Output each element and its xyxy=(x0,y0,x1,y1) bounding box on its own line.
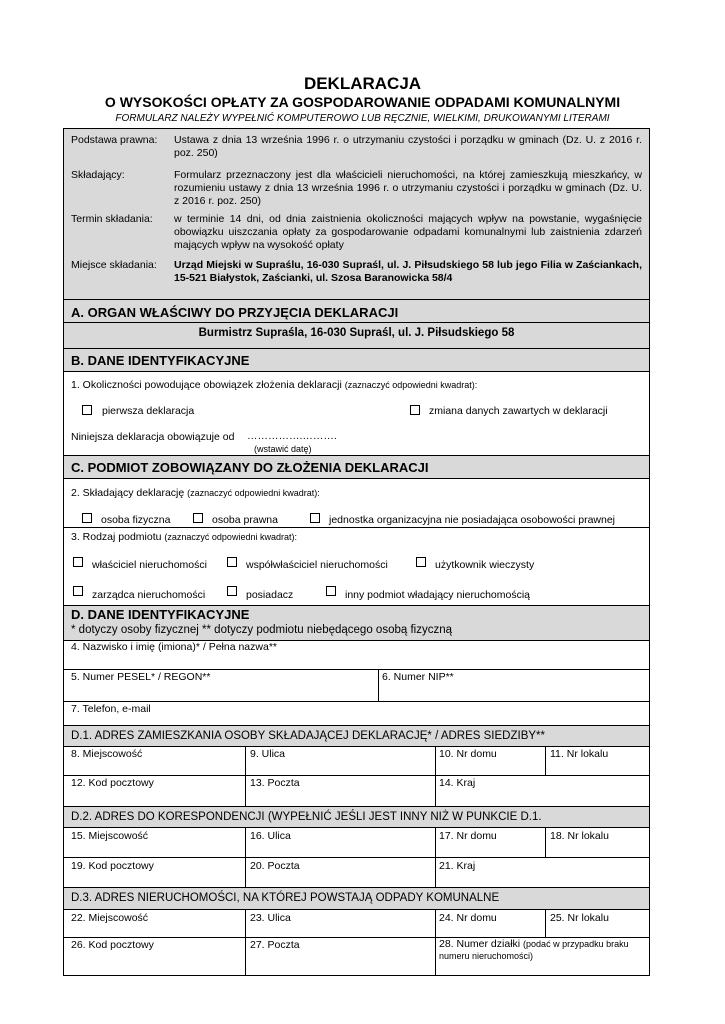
field-26-label: 26. Kod pocztowy xyxy=(71,939,154,951)
field-17-label: 17. Nr domu xyxy=(439,830,497,842)
q2-label: 2. Składający deklarację (zaznaczyć odpowiedni kwadrat): xyxy=(71,487,320,499)
document-title: DEKLARACJA xyxy=(303,74,422,93)
natural-person-label: osoba fizyczna xyxy=(101,514,171,526)
holder-label: posiadacz xyxy=(246,589,294,601)
d1-title: D.1. ADRES ZAMIESZKANIA OSOBY SKŁADAJĄCEJ DEKLARACJĘ* / ADRES SIEDZIBY** xyxy=(71,730,545,742)
termin-label: Termin składania: xyxy=(71,213,153,225)
field-10-label: 10. Nr domu xyxy=(439,748,497,760)
field-7-label: 7. Telefon, e-mail xyxy=(71,703,151,715)
other-entity-label: inny podmiot władający nieruchomością xyxy=(345,589,531,601)
legal-person-label: osoba prawna xyxy=(212,514,278,526)
podstawa-label: Podstawa prawna: xyxy=(71,134,158,146)
manager-label: zarządca nieruchomości xyxy=(92,589,206,601)
section-d-note: * dotyczy osoby fizycznej ** dotyczy podmiotu niebędącego osobą fizyczną xyxy=(71,624,452,636)
field-22-label: 22. Miejscowość xyxy=(71,912,149,924)
natural-person-checkbox[interactable] xyxy=(82,513,92,523)
field-19-label: 19. Kod pocztowy xyxy=(71,860,154,872)
fill-instruction: FORMULARZ NALEŻY WYPEŁNIĆ KOMPUTEROWO LUB RĘCZNIE, WIELKIMI, DRUKOWANYMI LITERAMI xyxy=(115,113,610,124)
perpetual-user-label: użytkownik wieczysty xyxy=(435,559,535,571)
org-unit-checkbox[interactable] xyxy=(310,513,320,523)
manager-checkbox[interactable] xyxy=(73,586,83,596)
field-24-label: 24. Nr domu xyxy=(439,912,497,924)
field-27-label: 27. Poczta xyxy=(250,939,300,951)
document-subtitle: O WYSOKOŚCI OPŁATY ZA GOSPODAROWANIE ODPADAMI KOMUNALNYMI xyxy=(104,94,621,110)
field-21-label: 21. Kraj xyxy=(439,860,476,872)
co-owner-label: współwłaściciel nieruchomości xyxy=(246,559,388,571)
field-5-label: 5. Numer PESEL* / REGON** xyxy=(71,671,211,683)
field-20-label: 20. Poczta xyxy=(250,860,300,872)
field-25-label: 25. Nr lokalu xyxy=(550,912,609,924)
skladajacy-text: Formularz przeznaczony jest dla właścicieli nieruchomości, na której zamieszkują mieszkańcy, w rozumieniu ustawy z dnia 13 września 1996 r. o utrzymaniu czystości i porządku w gminach (Dz. U. z 2016 r. poz. 250) xyxy=(174,169,642,207)
section-d-title: D. DANE IDENTYFIKACYJNE xyxy=(71,607,250,622)
change-data-label: zmiana danych zawartych w deklaracji xyxy=(429,405,608,417)
owner-label: właściciel nieruchomości xyxy=(92,559,207,571)
field-14-label: 14. Kraj xyxy=(439,777,476,789)
owner-checkbox[interactable] xyxy=(73,557,83,567)
org-unit-label: jednostka organizacyjna nie posiadająca osobowości prawnej xyxy=(329,514,616,526)
field-9-label: 9. Ulica xyxy=(250,748,286,760)
valid-from-date-field[interactable]: …………….………. xyxy=(247,430,337,442)
declaration-form xyxy=(63,128,650,976)
co-owner-checkbox[interactable] xyxy=(227,557,237,567)
date-hint: (wstawić datę) xyxy=(254,444,312,454)
field-6-label: 6. Numer NIP** xyxy=(382,671,454,683)
field-15-label: 15. Miejscowość xyxy=(71,830,149,842)
podstawa-text: Ustawa z dnia 13 września 1996 r. o utrzymaniu czystości i porządku w gminach (Dz. U. z 2016 r. poz. 250) xyxy=(174,134,642,159)
first-declaration-checkbox[interactable] xyxy=(82,405,92,415)
perpetual-user-checkbox[interactable] xyxy=(416,557,426,567)
valid-from-label: Niniejsza deklaracja obowiązuje od xyxy=(71,431,235,443)
field-8-label: 8. Miejscowość xyxy=(71,748,143,760)
field-18-label: 18. Nr lokalu xyxy=(550,830,609,842)
section-a-title: A. ORGAN WŁAŚCIWY DO PRZYJĘCIA DEKLARACJI xyxy=(71,305,399,320)
holder-checkbox[interactable] xyxy=(227,586,237,596)
organ-name: Burmistrz Supraśla, 16-030 Supraśl, ul. J. Piłsudskiego 58 xyxy=(198,327,515,339)
field-23-label: 23. Ulica xyxy=(250,912,291,924)
field-13-label: 13. Poczta xyxy=(250,777,300,789)
field-4-label: 4. Nazwisko i imię (imiona)* / Pełna nazwa** xyxy=(71,641,277,653)
other-entity-checkbox[interactable] xyxy=(326,586,336,596)
field-28-label: 28. Numer działki (podać w przypadku braku numeru nieruchomości) xyxy=(439,938,629,961)
q3-label: 3. Rodzaj podmiotu (zaznaczyć odpowiedni kwadrat): xyxy=(71,531,297,543)
section-c-title: C. PODMIOT ZOBOWIĄZANY DO ZŁOŻENIA DEKLARACJI xyxy=(71,460,429,475)
field-12-label: 12. Kod pocztowy xyxy=(71,777,154,789)
change-data-checkbox[interactable] xyxy=(410,405,420,415)
miejsce-text: Urząd Miejski w Supraślu, 16-030 Supraśl, ul. J. Piłsudskiego 58 lub jego Filia w Zaściankach, 15-521 Białystok, Zaścianki, ul. Szosa Baranowicka 58/4 xyxy=(174,259,642,284)
d2-title: D.2. ADRES DO KORESPONDENCJI (WYPEŁNIĆ JEŚLI JEST INNY NIŻ W PUNKCIE D.1. xyxy=(71,811,542,823)
section-b-title: B. DANE IDENTYFIKACYJNE xyxy=(71,353,250,368)
field-11-label: 11. Nr lokalu xyxy=(550,748,609,760)
termin-text: w terminie 14 dni, od dnia zaistnienia okoliczności mających wpływ na powstanie, wygaśnięcie obowiązku uiszczania opłaty za gospodarowanie odpadami komunalnymi lub zaistnienia zdarzeń mających wpływ na wysokość opłaty xyxy=(174,213,642,251)
first-declaration-label: pierwsza deklaracja xyxy=(102,405,195,417)
d3-title: D.3. ADRES NIERUCHOMOŚCI, NA KTÓREJ POWSTAJĄ ODPADY KOMUNALNE xyxy=(71,892,500,904)
legal-person-checkbox[interactable] xyxy=(193,513,203,523)
q1-label: 1. Okoliczności powodujące obowiązek złożenia deklaracji (zaznaczyć odpowiedni kwadrat): xyxy=(71,379,478,391)
miejsce-label: Miejsce składania: xyxy=(71,259,157,271)
skladajacy-label: Składający: xyxy=(71,169,125,181)
field-16-label: 16. Ulica xyxy=(250,830,291,842)
